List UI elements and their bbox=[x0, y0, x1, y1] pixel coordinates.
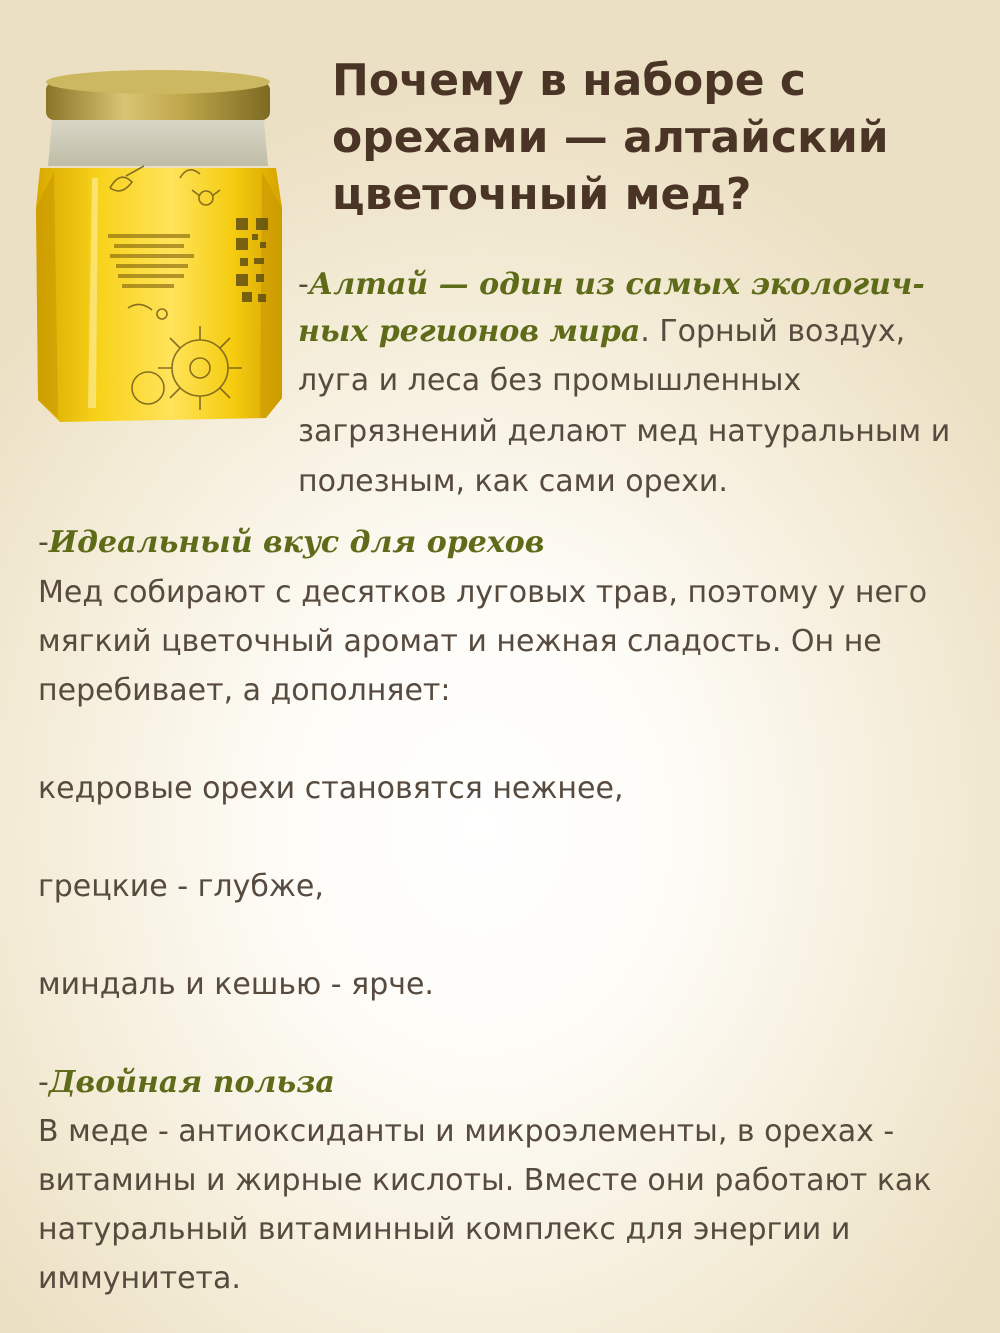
section1-line-2 bbox=[298, 309, 905, 355]
section2-dash: - bbox=[38, 525, 49, 560]
page-title bbox=[332, 52, 972, 223]
honey-jar-image bbox=[30, 68, 292, 438]
section2-heading bbox=[38, 520, 544, 566]
section2-text-line-3: перебивает, а дополняет: bbox=[38, 673, 451, 708]
section1-text-line-4: полезным, как сами орехи. bbox=[298, 464, 728, 499]
section1-heading-part-1: Алтай — один из самых экологич- bbox=[308, 267, 925, 302]
section3-heading-text: Двойная польза bbox=[48, 1065, 335, 1100]
section2-heading-text: Идеальный вкус для орехов bbox=[48, 525, 545, 560]
section1-dash: - bbox=[298, 267, 309, 302]
section1-heading-part-2: ных регионов мира bbox=[298, 314, 641, 349]
title-line-3: цветочный мед? bbox=[332, 169, 752, 220]
section3-text-line-4: иммунитета. bbox=[38, 1261, 241, 1296]
section2-list-item-almond: миндаль и кешью - ярче. bbox=[38, 967, 434, 1002]
section2-list-item-cedar: кедровые орехи становятся нежнее, bbox=[38, 771, 624, 806]
section1-text-tail: . Горный воздух, bbox=[640, 314, 906, 349]
section3-text-line-3: натуральный витаминный комплекс для энергии и bbox=[38, 1212, 851, 1247]
section3-heading bbox=[38, 1060, 335, 1106]
section1-text-line-2: луга и леса без промышленных bbox=[298, 363, 802, 398]
section3-dash: - bbox=[38, 1065, 49, 1100]
section2-text-line-1: Мед собирают с десятков луговых трав, поэтому у него bbox=[38, 575, 928, 610]
section1-text-line-3: загрязнений делают мед натуральным и bbox=[298, 414, 951, 449]
section3-text-line-1: В меде - антиоксиданты и микроэлементы, в орехах - bbox=[38, 1114, 895, 1149]
section3-text-line-2: витамины и жирные кислоты. Вместе они работают как bbox=[38, 1163, 932, 1198]
title-line-2: орехами — алтайский bbox=[332, 112, 889, 163]
honey-jar-icon bbox=[30, 68, 292, 438]
section1-heading-line-1 bbox=[298, 262, 925, 308]
section2-text-line-2: мягкий цветочный аромат и нежная сладость. Он не bbox=[38, 624, 882, 659]
section2-list-item-walnut: грецкие - глубже, bbox=[38, 869, 324, 904]
title-line-1: Почему в наборе с bbox=[332, 55, 807, 106]
